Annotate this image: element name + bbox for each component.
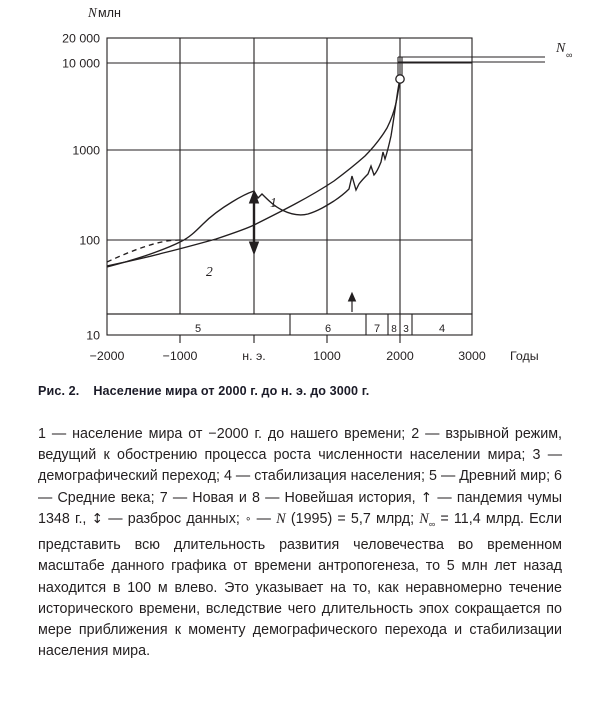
y-axis-title-symbol: N xyxy=(88,5,97,20)
data-scatter-double-arrow xyxy=(250,191,259,254)
period-band-labels xyxy=(195,323,445,335)
period-label-5: 5 xyxy=(194,323,202,335)
x-tick-2000: 2000 xyxy=(386,349,414,363)
period-label-6: 6 xyxy=(324,323,332,335)
asymptote-label-infinity: ∞ xyxy=(566,50,573,60)
period-label-3: 3 xyxy=(403,324,409,335)
legend-part-3: — разброс данных; xyxy=(103,511,246,528)
plague-arrow-icon xyxy=(349,293,356,312)
figure-caption xyxy=(38,384,568,398)
arrow-up-down-icon: ↕ xyxy=(91,511,104,528)
data-point-1995-circle xyxy=(396,75,404,83)
y-tick-10: 10 xyxy=(86,328,100,343)
legend-part-1: 1 — население мира от −2000 г. до нашего времени; 2 — взрывной режим, ведущий к обострению процесса роста численности населении мира; 3 — демографический переход; 4 — стабилизация населения; 5 — Древний мир; 6 — Средние века; 7 — Новая и 8 — Новейшая история, xyxy=(38,426,562,506)
period-label-8: 8 xyxy=(391,324,397,335)
y-axis-title-unit: млн xyxy=(98,6,121,20)
legend-symbol-n: N xyxy=(276,511,286,528)
x-tick-minus1000: −1000 xyxy=(162,349,198,363)
legend-part-2: — пандемия чумы 1348 г., xyxy=(38,489,562,528)
legend-part-5: (1995) = 5,7 млрд; xyxy=(285,511,420,528)
y-tick-100: 100 xyxy=(79,233,100,248)
legend-part-4: — xyxy=(251,511,277,528)
legend-symbol-n-infinity xyxy=(419,511,435,527)
x-tick-3000: 3000 xyxy=(458,349,486,363)
figure-caption-title: Население мира от 2000 г. до н. э. до 3000 г. xyxy=(93,384,370,398)
x-axis-title: Годы xyxy=(510,349,539,363)
x-tick-ne: н. э. xyxy=(242,349,266,363)
legend-paragraph xyxy=(38,424,562,662)
period-label-7: 7 xyxy=(373,323,381,335)
x-tick-labels xyxy=(90,349,486,363)
x-tick-marks xyxy=(180,335,400,343)
figure-caption-label: Рис. 2. xyxy=(38,384,80,398)
y-tick-labels xyxy=(62,32,100,343)
plot-grid xyxy=(107,38,472,314)
y-tick-20000: 20 000 xyxy=(62,31,100,46)
curve-label-2: 2 xyxy=(206,264,213,279)
curve-label-1: 1 xyxy=(270,195,277,210)
period-label-4: 4 xyxy=(438,323,446,335)
legend-symbol-n-infinity-base: N xyxy=(419,511,429,528)
asymptote-label-n: N xyxy=(556,41,566,56)
circle-marker-icon: ∘ xyxy=(245,512,252,525)
x-tick-minus2000: −2000 xyxy=(89,349,125,363)
y-tick-10000: 10 000 xyxy=(62,56,100,71)
legend-symbol-n-infinity-sub: ∞ xyxy=(428,518,436,529)
figure-legend-text xyxy=(38,424,562,662)
y-tick-1000: 1000 xyxy=(72,143,100,158)
x-tick-1000: 1000 xyxy=(313,349,341,363)
legend-part-6: = 11,4 млрд. Если представить всю длительность развития человечества во временном масштабе данного графика от времени антропогенеза, то 5 млн лет назад находится в 100 м влево. Это указывает на то, как неравномерно течение исторического времени, вследствие чего длительность эпох сокращается по мере приближения к моменту демографического перехода и стабилизации населения мира. xyxy=(38,511,562,660)
arrow-up-icon: ↑ xyxy=(420,489,433,506)
period-band xyxy=(107,314,472,335)
